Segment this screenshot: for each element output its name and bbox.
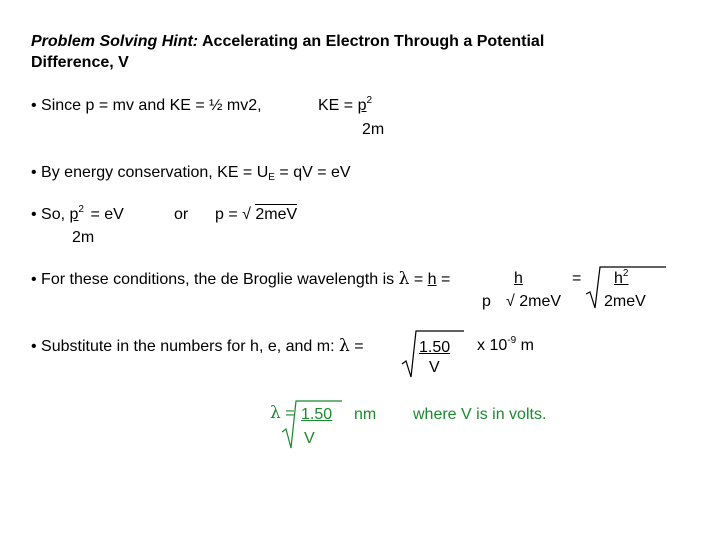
result-1-50: 1.50 <box>301 406 333 423</box>
sqrt-symbol: √ <box>242 206 251 223</box>
title-italic: Problem Solving Hint: <box>31 33 199 50</box>
p-denominator: p <box>482 293 491 310</box>
equals-2: = <box>440 271 451 288</box>
ue-subscript: E <box>268 172 275 183</box>
or-text: or <box>174 206 189 223</box>
big-sqrt-denominator: 2meV <box>604 293 646 310</box>
energy-conservation-label: • By energy conservation, KE = U <box>31 164 269 181</box>
ke-fraction-denominator: 2m <box>362 121 385 138</box>
h-over-p-numerator: h <box>427 271 437 288</box>
lambda-symbol-3: λ <box>270 403 281 423</box>
lambda-symbol: λ <box>398 269 410 289</box>
energy-conservation-rest: = qV = eV <box>279 164 351 181</box>
result-unit-nm: nm <box>354 406 377 423</box>
result-denominator: V <box>304 430 315 447</box>
de-broglie-text: • For these conditions, the de Broglie wavelength is <box>31 271 395 288</box>
volts-note: where V is in volts. <box>413 406 547 423</box>
times-ten-text: x 10 <box>477 337 508 354</box>
radical-sign-2 <box>402 328 464 378</box>
big-radical-sign <box>586 264 666 310</box>
equals-3: = <box>572 270 582 287</box>
ke-fraction-numerator <box>318 97 372 115</box>
ten-exponent: -9 <box>507 335 517 346</box>
so-line <box>31 206 124 224</box>
sqrt-denominator <box>506 293 561 311</box>
substitute-text: • Substitute in the numbers for h, e, and m: <box>31 338 335 355</box>
de-broglie-line <box>31 270 450 289</box>
sub-denominator: V <box>429 359 440 376</box>
p-sqrt-expression <box>215 206 297 224</box>
value-1-50: 1.50 <box>419 339 451 356</box>
h-squared: $h^2$ <box>614 268 629 287</box>
title <box>31 33 544 51</box>
so-denominator: 2m <box>72 229 95 246</box>
sqrt-2mev: 2meV <box>255 206 298 223</box>
title-line2: Difference, V <box>31 54 129 71</box>
ke-p-exponent: 2 <box>366 95 373 106</box>
sqrt-symbol-2: √ <box>506 293 515 310</box>
den-2mev: 2meV <box>519 293 562 310</box>
so-eq-ev: = eV <box>90 206 124 223</box>
title-line1: Accelerating an Electron Through a Potential <box>201 33 545 50</box>
equals-5: = <box>285 405 295 422</box>
equals-1: = <box>413 271 424 288</box>
p-equals: p = <box>215 206 238 223</box>
so-p-exponent: 2 <box>78 204 84 215</box>
ke-label: KE = <box>318 97 358 114</box>
radical-sign-3 <box>282 398 342 450</box>
h-numerator: h <box>514 270 523 287</box>
times-ten <box>477 337 534 355</box>
lambda-symbol-2: λ <box>339 336 350 356</box>
substitute-line <box>31 337 364 356</box>
so-prefix: • So, <box>31 206 66 223</box>
unit-meter: m <box>520 337 534 354</box>
equals-4: = <box>354 338 364 355</box>
h-squared-exponent: 2 <box>622 268 629 279</box>
energy-conservation-text <box>31 164 351 182</box>
ke-p: p <box>357 97 367 114</box>
so-p: p <box>69 206 79 223</box>
since-p-mv-text: • Since p = mv and KE = ½ mv2, <box>31 97 262 114</box>
h-over-sqrt-numerator <box>508 270 533 288</box>
